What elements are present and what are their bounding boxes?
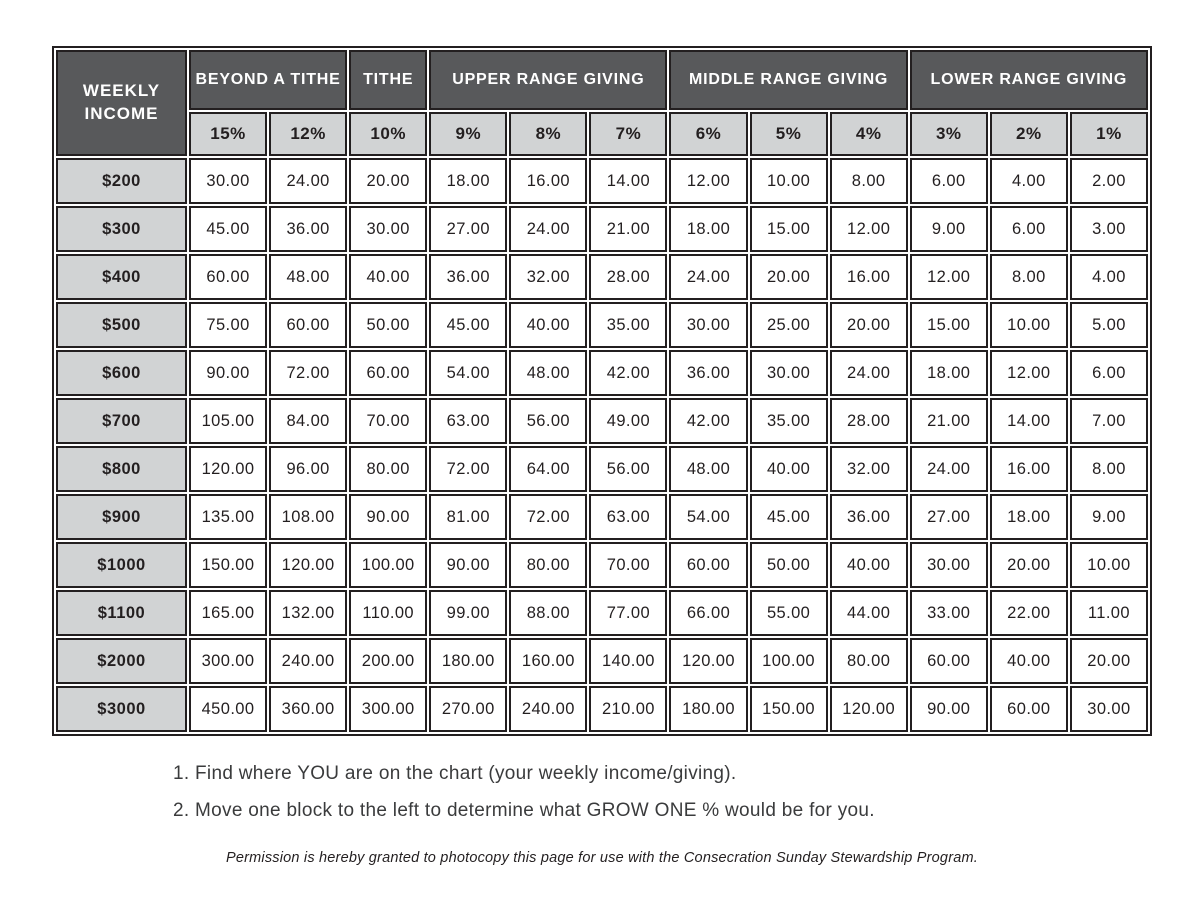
giving-amount-cell: 6.00 bbox=[910, 158, 988, 204]
percent-header: 15% bbox=[189, 112, 267, 156]
table-row bbox=[56, 302, 1148, 348]
giving-amount-cell: 180.00 bbox=[429, 638, 507, 684]
giving-amount-cell: 88.00 bbox=[509, 590, 587, 636]
giving-amount-cell: 150.00 bbox=[189, 542, 267, 588]
giving-amount-cell: 72.00 bbox=[509, 494, 587, 540]
giving-amount-cell: 24.00 bbox=[910, 446, 988, 492]
giving-amount-cell: 14.00 bbox=[589, 158, 667, 204]
giving-amount-cell: 11.00 bbox=[1070, 590, 1148, 636]
giving-amount-cell: 3.00 bbox=[1070, 206, 1148, 252]
giving-amount-cell: 30.00 bbox=[349, 206, 427, 252]
table-row bbox=[56, 398, 1148, 444]
giving-amount-cell: 90.00 bbox=[189, 350, 267, 396]
table-row bbox=[56, 206, 1148, 252]
giving-amount-cell: 84.00 bbox=[269, 398, 347, 444]
table-row bbox=[56, 350, 1148, 396]
percent-header: 9% bbox=[429, 112, 507, 156]
giving-amount-cell: 90.00 bbox=[429, 542, 507, 588]
giving-amount-cell: 80.00 bbox=[830, 638, 908, 684]
giving-amount-cell: 12.00 bbox=[830, 206, 908, 252]
percent-header: 8% bbox=[509, 112, 587, 156]
giving-amount-cell: 20.00 bbox=[349, 158, 427, 204]
percent-header: 7% bbox=[589, 112, 667, 156]
giving-amount-cell: 22.00 bbox=[990, 590, 1068, 636]
weekly-income-cell: $1000 bbox=[56, 542, 187, 588]
giving-amount-cell: 108.00 bbox=[269, 494, 347, 540]
giving-amount-cell: 132.00 bbox=[269, 590, 347, 636]
giving-amount-cell: 20.00 bbox=[830, 302, 908, 348]
giving-amount-cell: 60.00 bbox=[269, 302, 347, 348]
table-row bbox=[56, 638, 1148, 684]
instruction-step-1: 1. Find where YOU are on the chart (your weekly income/giving). bbox=[173, 763, 737, 784]
weekly-income-cell: $400 bbox=[56, 254, 187, 300]
weekly-income-cell: $600 bbox=[56, 350, 187, 396]
giving-amount-cell: 180.00 bbox=[669, 686, 747, 732]
giving-amount-cell: 80.00 bbox=[509, 542, 587, 588]
giving-chart-table bbox=[52, 46, 1152, 736]
giving-amount-cell: 66.00 bbox=[669, 590, 747, 636]
giving-amount-cell: 360.00 bbox=[269, 686, 347, 732]
giving-amount-cell: 5.00 bbox=[1070, 302, 1148, 348]
instructions-list bbox=[173, 763, 875, 837]
percent-header: 2% bbox=[990, 112, 1068, 156]
giving-amount-cell: 63.00 bbox=[429, 398, 507, 444]
giving-amount-cell: 4.00 bbox=[1070, 254, 1148, 300]
percent-header: 10% bbox=[349, 112, 427, 156]
giving-amount-cell: 50.00 bbox=[750, 542, 828, 588]
giving-amount-cell: 45.00 bbox=[429, 302, 507, 348]
giving-amount-cell: 24.00 bbox=[830, 350, 908, 396]
giving-amount-cell: 12.00 bbox=[990, 350, 1068, 396]
giving-amount-cell: 56.00 bbox=[509, 398, 587, 444]
giving-amount-cell: 10.00 bbox=[990, 302, 1068, 348]
weekly-income-header: WEEKLY INCOME bbox=[56, 50, 187, 156]
giving-amount-cell: 27.00 bbox=[429, 206, 507, 252]
giving-amount-cell: 10.00 bbox=[750, 158, 828, 204]
percent-header: 5% bbox=[750, 112, 828, 156]
giving-amount-cell: 14.00 bbox=[990, 398, 1068, 444]
weekly-income-cell: $500 bbox=[56, 302, 187, 348]
giving-amount-cell: 200.00 bbox=[349, 638, 427, 684]
giving-amount-cell: 15.00 bbox=[910, 302, 988, 348]
giving-amount-cell: 30.00 bbox=[1070, 686, 1148, 732]
percent-header: 6% bbox=[669, 112, 747, 156]
giving-amount-cell: 45.00 bbox=[750, 494, 828, 540]
giving-amount-cell: 44.00 bbox=[830, 590, 908, 636]
group-header-tithe: TITHE bbox=[349, 50, 427, 110]
table-row bbox=[56, 686, 1148, 732]
group-header-middle-range-giving: MIDDLE RANGE GIVING bbox=[669, 50, 907, 110]
giving-amount-cell: 40.00 bbox=[830, 542, 908, 588]
giving-amount-cell: 27.00 bbox=[910, 494, 988, 540]
group-header-upper-range-giving: UPPER RANGE GIVING bbox=[429, 50, 667, 110]
giving-amount-cell: 45.00 bbox=[189, 206, 267, 252]
giving-amount-cell: 28.00 bbox=[830, 398, 908, 444]
giving-amount-cell: 40.00 bbox=[509, 302, 587, 348]
giving-amount-cell: 60.00 bbox=[189, 254, 267, 300]
giving-amount-cell: 20.00 bbox=[990, 542, 1068, 588]
giving-amount-cell: 2.00 bbox=[1070, 158, 1148, 204]
table-row bbox=[56, 494, 1148, 540]
giving-amount-cell: 240.00 bbox=[509, 686, 587, 732]
giving-amount-cell: 18.00 bbox=[990, 494, 1068, 540]
giving-amount-cell: 18.00 bbox=[669, 206, 747, 252]
instruction-step-2: 2. Move one block to the left to determine what GROW ONE % would be for you. bbox=[173, 800, 875, 821]
giving-amount-cell: 72.00 bbox=[269, 350, 347, 396]
group-header-row bbox=[56, 50, 1148, 110]
giving-amount-cell: 33.00 bbox=[910, 590, 988, 636]
giving-amount-cell: 9.00 bbox=[910, 206, 988, 252]
giving-amount-cell: 54.00 bbox=[429, 350, 507, 396]
giving-amount-cell: 90.00 bbox=[349, 494, 427, 540]
giving-amount-cell: 75.00 bbox=[189, 302, 267, 348]
giving-amount-cell: 64.00 bbox=[509, 446, 587, 492]
giving-amount-cell: 100.00 bbox=[750, 638, 828, 684]
weekly-income-cell: $900 bbox=[56, 494, 187, 540]
giving-amount-cell: 48.00 bbox=[269, 254, 347, 300]
giving-amount-cell: 96.00 bbox=[269, 446, 347, 492]
giving-amount-cell: 35.00 bbox=[589, 302, 667, 348]
giving-amount-cell: 16.00 bbox=[509, 158, 587, 204]
giving-amount-cell: 36.00 bbox=[429, 254, 507, 300]
giving-amount-cell: 28.00 bbox=[589, 254, 667, 300]
giving-amount-cell: 110.00 bbox=[349, 590, 427, 636]
giving-amount-cell: 24.00 bbox=[669, 254, 747, 300]
giving-amount-cell: 165.00 bbox=[189, 590, 267, 636]
giving-amount-cell: 54.00 bbox=[669, 494, 747, 540]
giving-amount-cell: 270.00 bbox=[429, 686, 507, 732]
giving-amount-cell: 32.00 bbox=[830, 446, 908, 492]
giving-amount-cell: 48.00 bbox=[669, 446, 747, 492]
giving-amount-cell: 72.00 bbox=[429, 446, 507, 492]
giving-amount-cell: 100.00 bbox=[349, 542, 427, 588]
giving-amount-cell: 210.00 bbox=[589, 686, 667, 732]
weekly-income-cell: $300 bbox=[56, 206, 187, 252]
giving-amount-cell: 300.00 bbox=[349, 686, 427, 732]
giving-amount-cell: 18.00 bbox=[910, 350, 988, 396]
giving-amount-cell: 30.00 bbox=[910, 542, 988, 588]
giving-amount-cell: 7.00 bbox=[1070, 398, 1148, 444]
giving-amount-cell: 160.00 bbox=[509, 638, 587, 684]
giving-amount-cell: 300.00 bbox=[189, 638, 267, 684]
giving-amount-cell: 150.00 bbox=[750, 686, 828, 732]
giving-amount-cell: 32.00 bbox=[509, 254, 587, 300]
giving-amount-cell: 40.00 bbox=[750, 446, 828, 492]
giving-amount-cell: 60.00 bbox=[910, 638, 988, 684]
giving-amount-cell: 50.00 bbox=[349, 302, 427, 348]
giving-amount-cell: 240.00 bbox=[269, 638, 347, 684]
group-header-lower-range-giving: LOWER RANGE GIVING bbox=[910, 50, 1148, 110]
giving-amount-cell: 18.00 bbox=[429, 158, 507, 204]
giving-amount-cell: 35.00 bbox=[750, 398, 828, 444]
giving-amount-cell: 120.00 bbox=[189, 446, 267, 492]
giving-amount-cell: 48.00 bbox=[509, 350, 587, 396]
giving-amount-cell: 21.00 bbox=[910, 398, 988, 444]
giving-amount-cell: 6.00 bbox=[990, 206, 1068, 252]
giving-amount-cell: 70.00 bbox=[349, 398, 427, 444]
table-row bbox=[56, 446, 1148, 492]
giving-amount-cell: 140.00 bbox=[589, 638, 667, 684]
giving-amount-cell: 40.00 bbox=[990, 638, 1068, 684]
giving-amount-cell: 20.00 bbox=[750, 254, 828, 300]
giving-amount-cell: 12.00 bbox=[669, 158, 747, 204]
giving-amount-cell: 81.00 bbox=[429, 494, 507, 540]
giving-amount-cell: 105.00 bbox=[189, 398, 267, 444]
giving-amount-cell: 120.00 bbox=[269, 542, 347, 588]
percent-header-row bbox=[56, 112, 1148, 156]
giving-amount-cell: 80.00 bbox=[349, 446, 427, 492]
weekly-income-cell: $1100 bbox=[56, 590, 187, 636]
table-row bbox=[56, 158, 1148, 204]
giving-amount-cell: 60.00 bbox=[669, 542, 747, 588]
giving-amount-cell: 30.00 bbox=[750, 350, 828, 396]
giving-amount-cell: 4.00 bbox=[990, 158, 1068, 204]
giving-amount-cell: 55.00 bbox=[750, 590, 828, 636]
giving-amount-cell: 42.00 bbox=[589, 350, 667, 396]
giving-amount-cell: 70.00 bbox=[589, 542, 667, 588]
giving-amount-cell: 24.00 bbox=[269, 158, 347, 204]
giving-amount-cell: 30.00 bbox=[669, 302, 747, 348]
giving-amount-cell: 8.00 bbox=[830, 158, 908, 204]
giving-amount-cell: 16.00 bbox=[990, 446, 1068, 492]
percent-header: 4% bbox=[830, 112, 908, 156]
giving-amount-cell: 6.00 bbox=[1070, 350, 1148, 396]
weekly-income-cell: $800 bbox=[56, 446, 187, 492]
weekly-income-cell: $200 bbox=[56, 158, 187, 204]
giving-amount-cell: 24.00 bbox=[509, 206, 587, 252]
giving-amount-cell: 10.00 bbox=[1070, 542, 1148, 588]
giving-amount-cell: 49.00 bbox=[589, 398, 667, 444]
percent-header: 1% bbox=[1070, 112, 1148, 156]
giving-amount-cell: 450.00 bbox=[189, 686, 267, 732]
giving-amount-cell: 135.00 bbox=[189, 494, 267, 540]
giving-amount-cell: 36.00 bbox=[269, 206, 347, 252]
weekly-income-cell: $700 bbox=[56, 398, 187, 444]
giving-amount-cell: 120.00 bbox=[830, 686, 908, 732]
giving-amount-cell: 8.00 bbox=[990, 254, 1068, 300]
giving-amount-cell: 60.00 bbox=[349, 350, 427, 396]
giving-amount-cell: 8.00 bbox=[1070, 446, 1148, 492]
giving-amount-cell: 12.00 bbox=[910, 254, 988, 300]
giving-amount-cell: 21.00 bbox=[589, 206, 667, 252]
group-header-beyond-a-tithe: BEYOND A TITHE bbox=[189, 50, 347, 110]
percent-header: 12% bbox=[269, 112, 347, 156]
giving-amount-cell: 40.00 bbox=[349, 254, 427, 300]
giving-amount-cell: 90.00 bbox=[910, 686, 988, 732]
permission-note: Permission is hereby granted to photocopy this page for use with the Consecration Sunday Stewardship Program. bbox=[225, 850, 979, 866]
giving-amount-cell: 16.00 bbox=[830, 254, 908, 300]
giving-amount-cell: 60.00 bbox=[990, 686, 1068, 732]
giving-amount-cell: 36.00 bbox=[669, 350, 747, 396]
giving-amount-cell: 99.00 bbox=[429, 590, 507, 636]
giving-amount-cell: 9.00 bbox=[1070, 494, 1148, 540]
giving-amount-cell: 30.00 bbox=[189, 158, 267, 204]
weekly-income-cell: $3000 bbox=[56, 686, 187, 732]
giving-amount-cell: 42.00 bbox=[669, 398, 747, 444]
giving-amount-cell: 25.00 bbox=[750, 302, 828, 348]
table-row bbox=[56, 590, 1148, 636]
percent-header: 3% bbox=[910, 112, 988, 156]
giving-amount-cell: 63.00 bbox=[589, 494, 667, 540]
giving-amount-cell: 36.00 bbox=[830, 494, 908, 540]
giving-amount-cell: 56.00 bbox=[589, 446, 667, 492]
giving-amount-cell: 15.00 bbox=[750, 206, 828, 252]
table-row bbox=[56, 254, 1148, 300]
giving-amount-cell: 20.00 bbox=[1070, 638, 1148, 684]
giving-amount-cell: 120.00 bbox=[669, 638, 747, 684]
table-row bbox=[56, 542, 1148, 588]
giving-amount-cell: 77.00 bbox=[589, 590, 667, 636]
weekly-income-cell: $2000 bbox=[56, 638, 187, 684]
